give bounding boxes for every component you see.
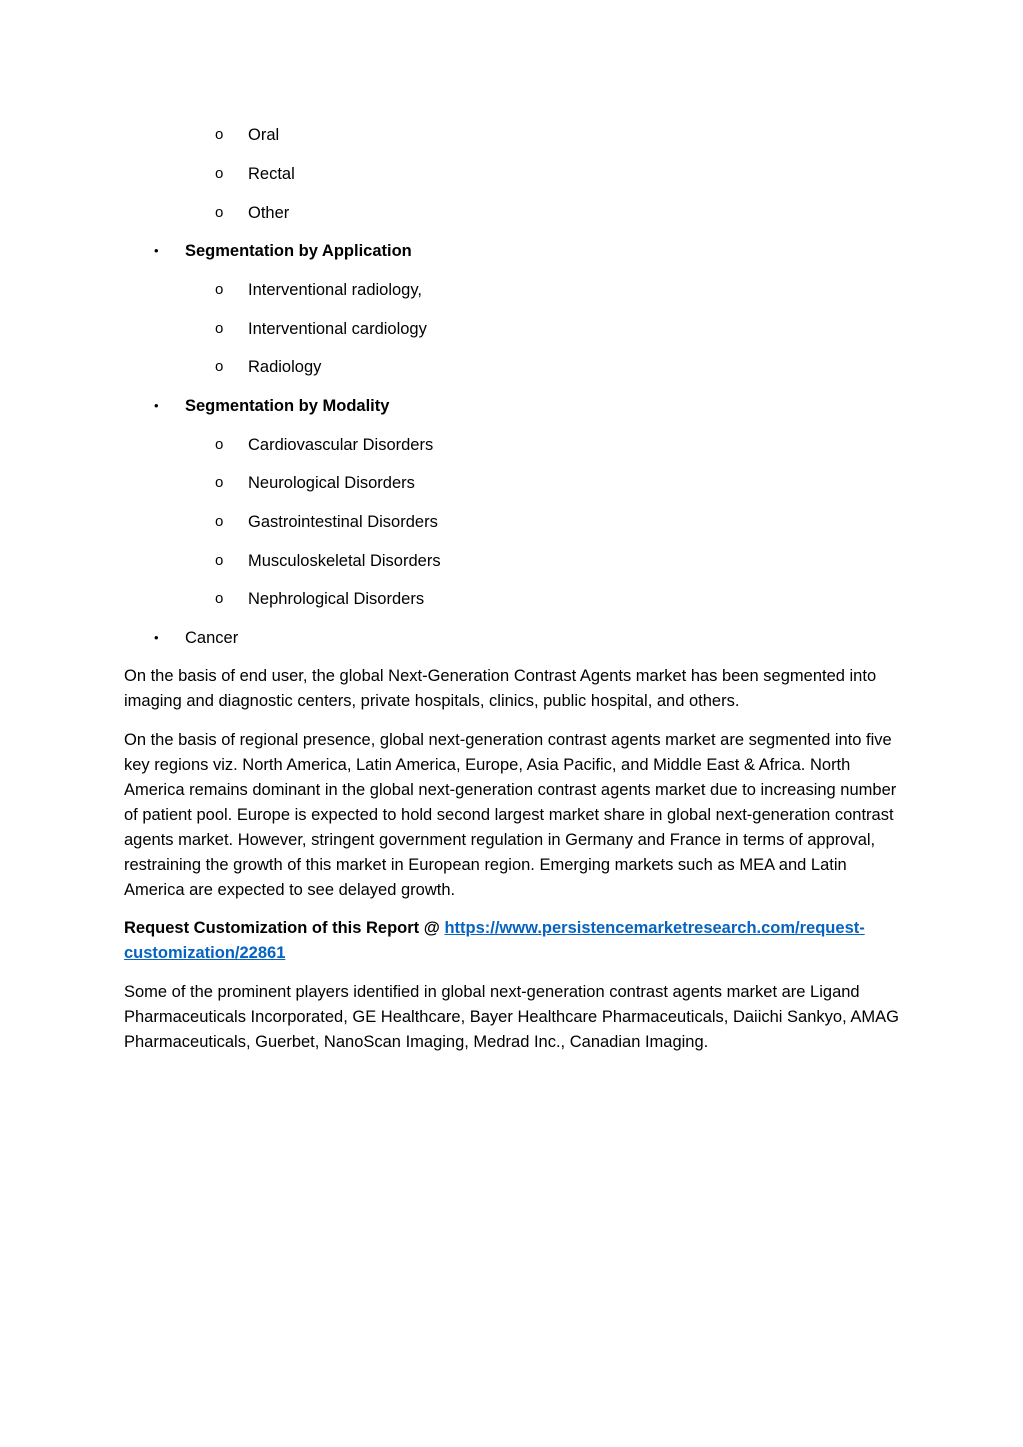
list-marker: o [215,513,224,530]
list-item-label: Cardiovascular Disorders [248,436,434,454]
list-marker: o [215,204,224,221]
list-item-label: Oral [248,126,280,144]
list-marker: o [215,436,224,453]
list-heading-label: Segmentation by Modality [185,397,390,415]
list-marker: o [215,552,224,569]
request-customization-link[interactable]: https://www.persistencemarketresearch.com/request-customization/22861 [124,919,865,962]
list-item-label: Other [248,204,290,222]
list-item-label: Nephrological Disorders [248,590,425,608]
bullet-marker: • [154,630,159,645]
list-marker: o [215,358,224,375]
list-item-label: Interventional cardiology [248,320,427,338]
request-label: Request Customization of this Report @ [124,919,445,937]
list-item-label: Interventional radiology, [248,281,422,299]
paragraph-players: Some of the prominent players identified in global next-generation contrast agents market are Ligand Pharmaceuticals Incorporated, GE Healthcare, Bayer Healthcare Pharmaceuticals, Daiichi Sankyo, AMAG Pharmaceuticals, Guerbet, NanoScan Imaging, Medrad Inc., Canadian Imaging. [124,983,899,1051]
list-item-label: Musculoskeletal Disorders [248,552,441,570]
list-item-label: Gastrointestinal Disorders [248,513,438,531]
list-item-label: Rectal [248,165,295,183]
paragraph-regional: On the basis of regional presence, global next-generation contrast agents market are segmented into five key regions viz. North America, Latin America, Europe, Asia Pacific, and Middle East & Africa. North America remains dominant in the global next-generation contrast agents market due to increasing number of patient pool. Europe is expected to hold second largest market share in global next-generation contrast agents market. However, stringent government regulation in Germany and France in terms of approval, restraining the growth of this market in European region. Emerging markets such as MEA and Latin America are expected to see delayed growth. [124,731,897,899]
list-marker: o [215,126,224,143]
list-heading-label: Segmentation by Application [185,242,412,260]
list-item-label: Radiology [248,358,322,376]
bullet-marker: • [154,398,159,413]
bullet-marker: • [154,243,159,258]
paragraph-request-customization [124,916,909,966]
list-marker: o [215,590,224,607]
list-item-label: Cancer [185,629,239,647]
list-marker: o [215,281,224,298]
list-marker: o [215,320,224,337]
list-item-label: Neurological Disorders [248,474,415,492]
list-marker: o [215,474,224,491]
paragraph-end-user: On the basis of end user, the global Next-Generation Contrast Agents market has been segmented into imaging and diagnostic centers, private hospitals, clinics, public hospital, and others. [124,667,877,710]
list-marker: o [215,165,224,182]
